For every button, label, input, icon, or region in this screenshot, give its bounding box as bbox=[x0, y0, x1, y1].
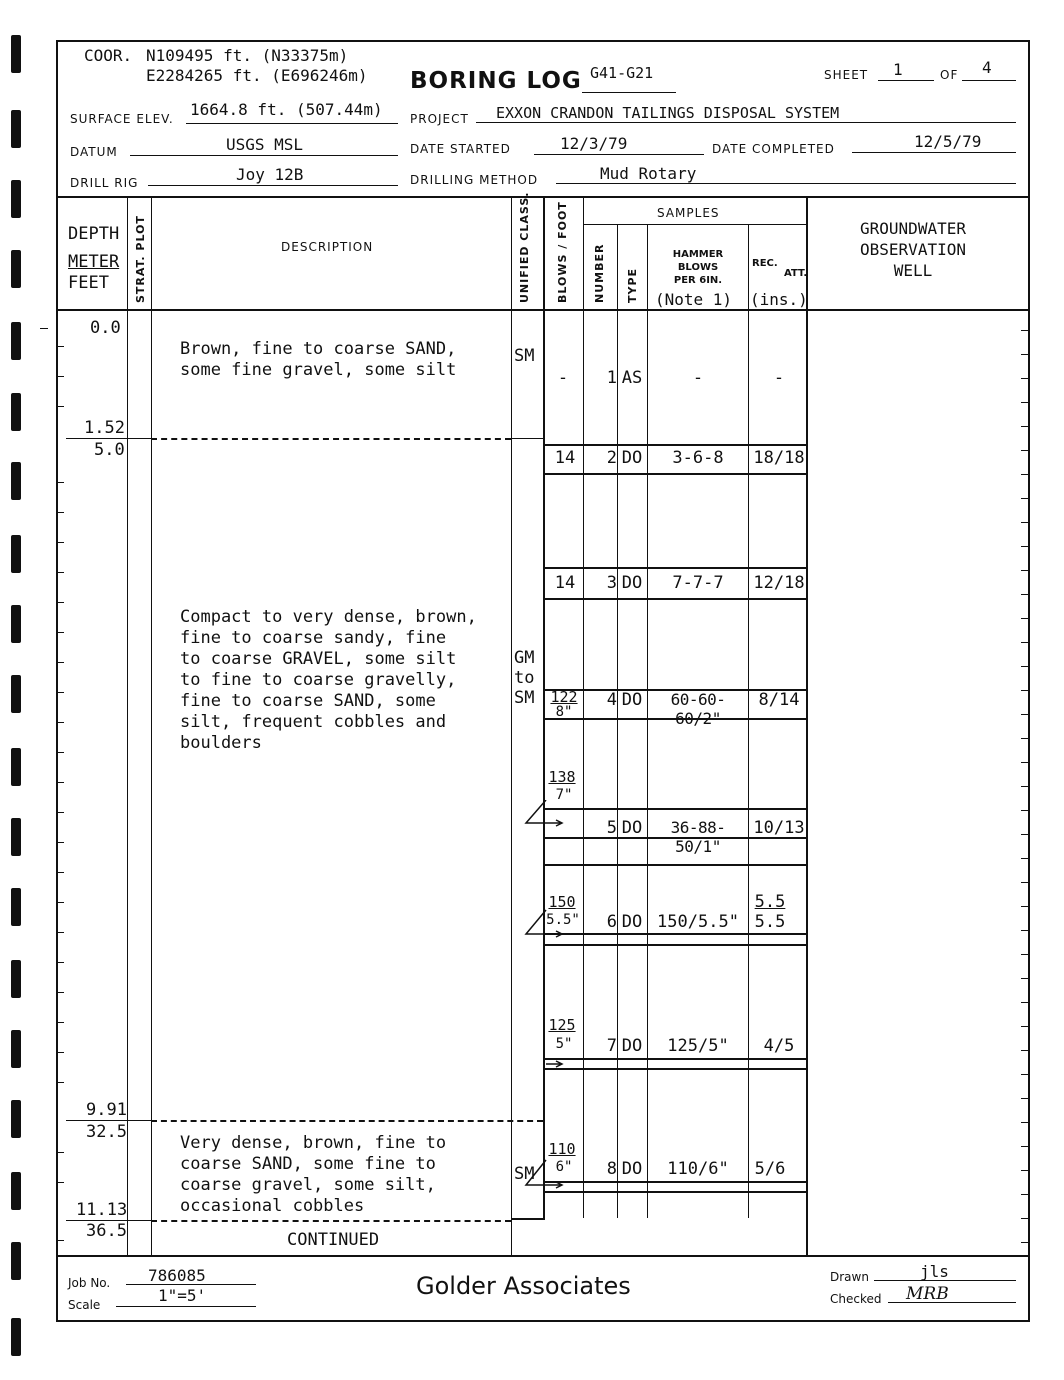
drilling-method-label: DRILLING METHOD bbox=[410, 173, 539, 187]
groundwater-header: GROUNDWATER OBSERVATION WELL bbox=[860, 219, 966, 280]
drill-rig: Joy 12B bbox=[236, 165, 304, 184]
layer-3-class: SM bbox=[514, 1164, 535, 1184]
sheet-total: 4 bbox=[982, 58, 992, 77]
blows-cell: - bbox=[557, 368, 569, 388]
blows-count: 110 bbox=[548, 1140, 576, 1158]
arrow-mark bbox=[546, 931, 562, 937]
arrow-mark bbox=[526, 1160, 546, 1185]
depth-meter-2: 9.91 bbox=[86, 1100, 127, 1120]
sample-type: DO bbox=[621, 818, 643, 838]
recovery-top: 5.5 bbox=[754, 892, 786, 912]
blows-count: 150 bbox=[548, 893, 576, 911]
recovery: 5/6 bbox=[754, 1159, 786, 1179]
layer-2-class: GM to SM bbox=[514, 648, 535, 708]
hammer-blows: 110/6" bbox=[667, 1159, 729, 1179]
number-header: NUMBER bbox=[593, 243, 606, 303]
checked-by: MRB bbox=[906, 1284, 949, 1304]
sample-type: DO bbox=[621, 1159, 643, 1179]
sample-number: 7 bbox=[606, 1036, 617, 1056]
checked-label: Checked bbox=[830, 1292, 882, 1306]
sample-type: DO bbox=[621, 573, 643, 593]
hammer-blows: 60-60-60/2" bbox=[670, 690, 726, 728]
hammer-blows: 125/5" bbox=[667, 1036, 729, 1056]
layer-2-description: Compact to very dense, brown, fine to coarse sandy, fine to coarse GRAVEL, some silt to fine to coarse gravelly, fine to coarse SAND, some silt, frequent cobbles and boulders bbox=[180, 607, 477, 753]
job-label: Job No. bbox=[68, 1276, 111, 1290]
arrow-mark bbox=[546, 1061, 562, 1067]
rec-unit: (ins.) bbox=[750, 290, 808, 309]
depth-meter-1: 1.52 bbox=[84, 418, 125, 438]
hammer-blows: 150/5.5" bbox=[657, 912, 739, 932]
sample-type: AS bbox=[621, 368, 643, 388]
depth-header: DEPTH bbox=[68, 224, 120, 244]
arrow-mark bbox=[546, 820, 562, 826]
job-number: 786085 bbox=[148, 1266, 206, 1285]
hammer-blows: 3-6-8 bbox=[672, 448, 724, 468]
hammer-note: (Note 1) bbox=[655, 290, 733, 309]
date-started: 12/3/79 bbox=[560, 134, 628, 153]
arrow-mark bbox=[526, 910, 546, 934]
sample-depth-arrows bbox=[522, 800, 582, 1210]
coor-east: E2284265 ft. (E696246m) bbox=[146, 66, 368, 85]
sample-type: DO bbox=[621, 690, 643, 710]
hammer-header: HAMMER BLOWS PER 6IN. bbox=[672, 249, 724, 286]
hammer-blows: 36-88-50/1" bbox=[670, 818, 726, 856]
unified-class-header: UNIFIED CLASS. bbox=[518, 191, 531, 303]
drill-rig-label: DRILL RIG bbox=[70, 176, 139, 190]
recovery: 4/5 bbox=[763, 1036, 795, 1056]
arrow-mark bbox=[546, 1182, 562, 1188]
drawn-by: jls bbox=[920, 1262, 949, 1281]
strat-plot-header: STRAT. PLOT bbox=[134, 215, 147, 303]
of-label: OF bbox=[940, 68, 959, 82]
feet-header: FEET bbox=[68, 273, 109, 293]
sample-type: DO bbox=[621, 448, 643, 468]
sample-number: 8 bbox=[606, 1159, 617, 1179]
description-header: DESCRIPTION bbox=[281, 240, 374, 254]
blows-count: 122 bbox=[550, 688, 578, 706]
meter-header: METER bbox=[68, 252, 120, 272]
depth-feet-1: 5.0 bbox=[94, 440, 125, 460]
att-header: ATT. bbox=[784, 268, 808, 279]
samples-header: SAMPLES bbox=[657, 206, 720, 220]
sample-type: DO bbox=[621, 1036, 643, 1056]
datum-label: DATUM bbox=[70, 145, 118, 159]
blows-penetration: 6" bbox=[555, 1159, 573, 1175]
type-header: TYPE bbox=[626, 267, 639, 303]
scale-value: 1"=5' bbox=[158, 1286, 207, 1305]
recovery-bottom: 5.5 bbox=[754, 912, 786, 932]
coor-north: N109495 ft. (N33375m) bbox=[146, 46, 349, 65]
date-started-label: DATE STARTED bbox=[410, 142, 511, 156]
page-title: BORING LOG bbox=[410, 68, 582, 94]
blows-count: 138 bbox=[548, 768, 576, 786]
blows-count: 125 bbox=[548, 1016, 576, 1034]
recovery: 12/18 bbox=[753, 573, 805, 593]
blows-foot-header: BLOWS / FOOT bbox=[556, 201, 569, 303]
sample-number: 1 bbox=[606, 368, 617, 388]
surface-elev: 1664.8 ft. (507.44m) bbox=[190, 100, 383, 119]
sample-number: 3 bbox=[606, 573, 617, 593]
depth-feet-2: 32.5 bbox=[86, 1122, 127, 1142]
hammer-blows: - bbox=[692, 368, 704, 388]
boring-id: G41-G21 bbox=[590, 64, 654, 82]
sample-number: 2 bbox=[606, 448, 617, 468]
sheet-number: 1 bbox=[893, 60, 903, 79]
scale-label: Scale bbox=[68, 1298, 101, 1312]
coor-label: COOR. bbox=[84, 46, 133, 65]
layer-1-class: SM bbox=[514, 346, 535, 366]
layer-1-description: Brown, fine to coarse SAND, some fine gravel, some silt bbox=[180, 339, 457, 380]
recovery: 8/14 bbox=[758, 690, 800, 710]
date-completed-label: DATE COMPLETED bbox=[712, 142, 835, 156]
recovery: 18/18 bbox=[753, 448, 805, 468]
depth-meter-3: 11.13 bbox=[76, 1200, 128, 1220]
hammer-blows: 7-7-7 bbox=[672, 573, 724, 593]
blows-penetration: 7" bbox=[555, 787, 573, 803]
sample-number: 4 bbox=[606, 690, 617, 710]
drawn-label: Drawn bbox=[830, 1270, 869, 1284]
rec-header: REC. bbox=[752, 258, 778, 269]
sheet-label: SHEET bbox=[824, 68, 869, 82]
drilling-method: Mud Rotary bbox=[600, 164, 697, 183]
depth-0: 0.0 bbox=[90, 318, 121, 338]
blows-penetration: 5.5" bbox=[546, 912, 580, 928]
recovery: 10/13 bbox=[753, 818, 805, 838]
sample-type: DO bbox=[621, 912, 643, 932]
recovery: - bbox=[773, 368, 785, 388]
project-label: PROJECT bbox=[410, 112, 469, 126]
layer-3-description: Very dense, brown, fine to coarse SAND, some fine to coarse gravel, some silt, occasional cobbles bbox=[180, 1133, 447, 1216]
project-name: EXXON CRANDON TAILINGS DISPOSAL SYSTEM bbox=[496, 104, 840, 122]
blows-penetration: 5" bbox=[555, 1036, 573, 1052]
blows-cell: 14 bbox=[554, 573, 576, 593]
blows-cell: 14 bbox=[554, 448, 576, 468]
datum-value: USGS MSL bbox=[226, 135, 304, 154]
arrow-mark bbox=[526, 800, 546, 823]
depth-feet-3: 36.5 bbox=[86, 1221, 127, 1241]
surface-elev-label: SURFACE ELEV. bbox=[70, 112, 174, 126]
continued-label: CONTINUED bbox=[287, 1230, 380, 1250]
sample-number: 5 bbox=[606, 818, 617, 838]
blows-penetration: 8" bbox=[555, 704, 573, 720]
company-name: Golder Associates bbox=[416, 1272, 631, 1300]
sample-number: 6 bbox=[606, 912, 617, 932]
date-completed: 12/5/79 bbox=[914, 132, 982, 151]
